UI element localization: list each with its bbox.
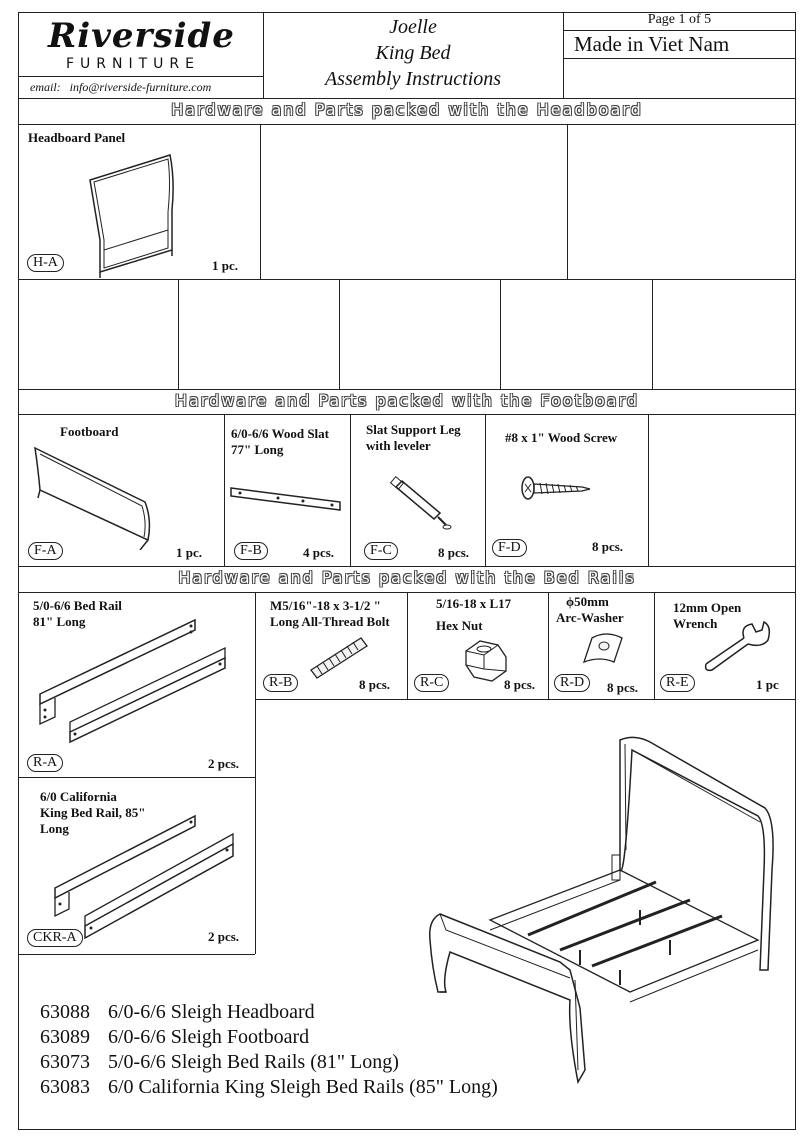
part-code: CKR-A	[27, 929, 83, 947]
model-row	[40, 1000, 498, 1025]
part-name: ϕ50mm	[566, 594, 609, 609]
email-label: email:	[30, 80, 61, 94]
brand-logo	[48, 12, 235, 74]
title-type: King Bed	[375, 42, 451, 64]
part-name: Arc-Washer	[556, 610, 624, 625]
part-code: R-D	[554, 674, 590, 692]
cell-divider	[350, 414, 351, 566]
part-name: 12mm Open	[673, 600, 742, 615]
part-name: 77" Long	[231, 442, 284, 457]
part-name: Wrench	[673, 616, 718, 631]
part-name: 5/0-6/6 Bed Rail	[33, 598, 122, 613]
model-number: 63083	[40, 1076, 90, 1098]
title-product: Joelle	[389, 16, 437, 38]
cell-divider	[224, 414, 225, 566]
slat-support-leg-illustration	[390, 475, 460, 535]
cell-divider	[652, 279, 653, 389]
part-qty: 4 pcs.	[303, 545, 335, 560]
brand-sub: FURNITURE	[65, 56, 200, 72]
row-divider	[255, 699, 796, 700]
email-line	[30, 80, 211, 95]
model-row	[40, 1025, 498, 1050]
row-divider	[18, 954, 255, 955]
wood-screw-illustration	[518, 474, 593, 504]
part-code: F-D	[492, 539, 527, 557]
band-bottom-1	[18, 124, 796, 125]
part-name: Headboard Panel	[28, 130, 126, 145]
page-number: Page 1 of 5	[647, 12, 712, 27]
part-name: 6/0 California	[40, 789, 117, 804]
title-assembly: Assembly Instructions	[324, 68, 502, 90]
part-name: Long All-Thread Bolt	[270, 614, 390, 629]
footboard-illustration	[30, 440, 160, 550]
cell-divider	[567, 124, 568, 279]
cell-divider	[339, 279, 340, 389]
cell-divider	[500, 279, 501, 389]
band-top-3	[18, 566, 796, 567]
logo-divider	[18, 76, 263, 77]
part-name: Long	[40, 821, 69, 836]
part-name: with leveler	[366, 438, 431, 453]
wood-slat-illustration	[228, 484, 348, 514]
cell-divider	[485, 414, 486, 566]
part-name: M5/16"-18 x 3-1/2 "	[270, 598, 381, 613]
part-qty: 2 pcs.	[208, 929, 240, 944]
model-description: 6/0 California King Sleigh Bed Rails (85" Long)	[108, 1076, 498, 1098]
open-wrench-illustration	[700, 620, 775, 675]
part-qty: 2 pcs.	[208, 756, 240, 771]
cell-divider	[260, 124, 261, 279]
section-footboard-title: Hardware and Parts packed with the Footboard	[174, 391, 640, 410]
model-number: 63088	[40, 1001, 90, 1023]
band-top-1	[18, 98, 796, 99]
part-code: F-C	[364, 542, 398, 560]
model-list	[40, 1000, 498, 1100]
model-row	[40, 1050, 498, 1075]
part-qty: 1 pc.	[176, 545, 202, 560]
part-code: F-A	[28, 542, 63, 560]
model-row	[40, 1075, 498, 1100]
cell-divider	[648, 414, 649, 566]
part-name: #8 x 1" Wood Screw	[505, 430, 618, 445]
model-description: 6/0-6/6 Sleigh Footboard	[108, 1026, 310, 1048]
part-qty: 8 pcs.	[607, 680, 639, 695]
part-qty: 8 pcs.	[592, 539, 624, 554]
part-code: H-A	[27, 254, 64, 272]
model-description: 5/0-6/6 Sleigh Bed Rails (81" Long)	[108, 1051, 399, 1073]
part-name: Footboard	[60, 424, 119, 439]
part-qty: 8 pcs.	[438, 545, 470, 560]
bed-rail-illustration	[35, 612, 235, 752]
cell-divider	[548, 592, 549, 699]
headboard-panel-illustration	[80, 150, 190, 280]
band-top-2	[18, 389, 796, 390]
origin: Made in Viet Nam	[574, 32, 730, 56]
part-name: 81" Long	[33, 614, 86, 629]
section-headboard-title: Hardware and Parts packed with the Headboard	[171, 100, 643, 119]
part-code: F-B	[234, 542, 268, 560]
row-divider	[18, 777, 255, 778]
page-divider	[563, 30, 796, 31]
section-rails-title: Hardware and Parts packed with the Bed Rails	[178, 568, 636, 587]
part-name: King Bed Rail, 85"	[40, 805, 146, 820]
cell-divider	[407, 592, 408, 699]
part-name: Slat Support Leg	[366, 422, 461, 437]
cell-divider	[178, 279, 179, 389]
email-address: info@riverside-furniture.com	[69, 80, 212, 94]
part-code: R-C	[414, 674, 449, 692]
part-code: R-A	[27, 754, 63, 772]
brand-script: Riverside	[48, 16, 235, 56]
band-bottom-2	[18, 414, 796, 415]
cell-divider	[255, 592, 256, 954]
doc-title	[263, 14, 563, 92]
part-name: Hex Nut	[436, 618, 483, 633]
part-qty: 8 pcs.	[359, 677, 391, 692]
model-number: 63089	[40, 1026, 90, 1048]
part-qty: 1 pc	[756, 677, 779, 692]
part-name: 5/16-18 x L17	[436, 596, 512, 611]
arc-washer-illustration	[578, 628, 628, 668]
part-name: 6/0-6/6 Wood Slat	[231, 426, 330, 441]
part-code: R-E	[660, 674, 695, 692]
model-description: 6/0-6/6 Sleigh Headboard	[108, 1001, 315, 1023]
cell-divider	[654, 592, 655, 699]
all-thread-bolt-illustration	[305, 630, 375, 680]
origin-divider	[563, 58, 796, 59]
model-number: 63073	[40, 1051, 90, 1073]
california-king-rail-illustration	[45, 808, 245, 943]
part-qty: 1 pc.	[212, 258, 238, 273]
part-qty: 8 pcs.	[504, 677, 536, 692]
part-code: R-B	[263, 674, 298, 692]
